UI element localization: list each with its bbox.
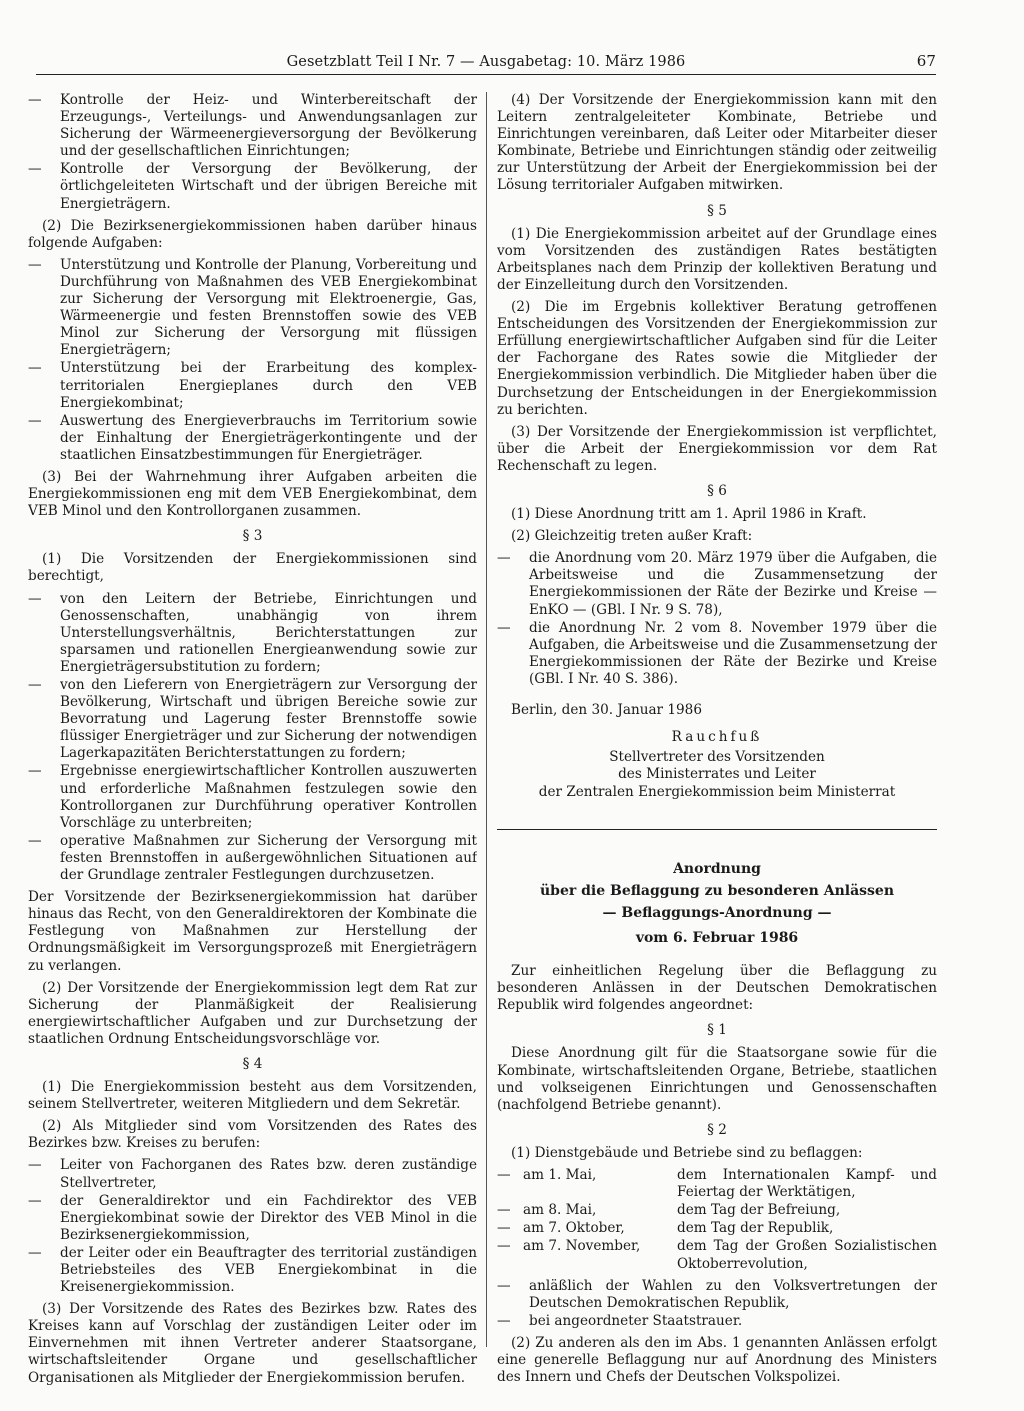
paragraph: (2) Die im Ergebnis kollektiver Beratung getroffenen Entscheidungen des Vorsitzenden der Energiekommission zur Erfüllung energiewirtschaftlicher Aufgaben sind für die Leiter der Fachorgane des Rates sowie die Mitglieder der Energiekommission verbindlich. Die Mitglieder haben über die Durchsetzung der Entscheidungen in der Energiekommission zu berichten.: [497, 299, 937, 418]
paragraph: (2) Gleichzeitig treten außer Kraft:: [511, 528, 753, 545]
list-item: — die Anordnung Nr. 2 vom 8. November 1979 über die Aufgaben, die Arbeitsweise und die Zusammensetzung der Energiekommissionen der Räte der Bezirke und Kreise (GBl. I Nr. 40 S. 386).: [497, 620, 937, 688]
signatory-title: des Ministerrates und Leiter: [618, 766, 816, 783]
list-item: — von den Lieferern von Energieträgern zur Versorgung der Bevölkerung, Wirtschaft und übrigen Bereiche sowie zur Bevorratung und Lagerung fester Brennstoffe sowie flüssiger Energieträger und zur Sicherung der notwendigen Lagerkapazitäten Berichterstattungen zu fordern;: [28, 677, 477, 762]
left-column: [28, 92, 477, 1392]
list-item: — Kontrolle der Heiz- und Winterbereitschaft der Erzeugungs-, Verteilungs- und Anwendungsanlagen zur Sicherung der Wärmeenergieversorgung der Bevölkerung und der gesellschaftlichen Einrichtungen;: [28, 92, 477, 160]
list-item: — Unterstützung bei der Erarbeitung des komplex-territorialen Energieplanes durch den VEB Energiekombinat;: [28, 360, 477, 411]
paragraph: (1) Dienstgebäude und Betriebe sind zu beflaggen:: [511, 1144, 863, 1161]
paragraph: (2) Zu anderen als den im Abs. 1 genannten Anlässen erfolgt eine generelle Beflaggung nur auf Anordnung des Ministers des Innern und Chefs der Deutschen Volkspolizei.: [497, 1334, 937, 1386]
flag-date: am 8. Mai,: [523, 1202, 597, 1219]
section-heading: § 1: [707, 1022, 727, 1039]
list-item: — operative Maßnahmen zur Sicherung der Versorgung mit festen Brennstoffen in außergewöhnlichen Situationen auf der Grundlage zentraler Festlegungen durchzusetzen.: [28, 833, 477, 884]
right-column: [497, 92, 937, 1392]
paragraph: Diese Anordnung gilt für die Staatsorgane sowie für die Kombinate, wirtschaftsleitenden Organe, Betriebe, staatlichen und volkseigenen Einrichtungen und Genossenschaften (nachfolgend Betriebe genannt).: [497, 1045, 937, 1113]
signatory-name: Rauchfuß: [671, 729, 763, 746]
title-line: Anordnung: [673, 861, 761, 878]
list-item: — die Anordnung vom 20. März 1979 über die Aufgaben, die Arbeitsweise und die Zusammensetzung der Energiekommissionen der Räte der Bezirke und Kreise — EnKO — (GBl. I Nr. 9 S. 78),: [497, 550, 937, 618]
list-item: — Unterstützung und Kontrolle der Planung, Vorbereitung und Durchführung von Maßnahmen des VEB Energiekombinat zur Sicherung der Versorgung mit Elektroenergie, Gas, Wärmeenergie und festen Brennstoffen sowie des VEB Minol zur Sicherung der Versorgung mit flüssigen Energieträgern;: [28, 257, 477, 360]
list-item: — Kontrolle der Versorgung der Bevölkerung, der örtlichgeleiteten Wirtschaft und der übrigen Bereiche mit Energieträgern.: [28, 161, 477, 212]
title-line: — Beflaggungs-Anordnung —: [602, 905, 832, 922]
signatory-title: der Zentralen Energiekommission beim Ministerrat: [538, 783, 896, 800]
section-divider: [497, 829, 937, 830]
list-other-occasions: [497, 1278, 937, 1330]
section-heading: § 5: [707, 202, 727, 219]
paragraph: (2) Der Vorsitzende der Energiekommission legt dem Rat zur Sicherung der Planmäßigkeit der Realisierung energiewirtschaftlicher Aufgaben und zur Durchsetzung der staatlichen Ordnung Entscheidungsvorschläge vor.: [28, 979, 477, 1047]
flag-occasion: dem Internationalen Kampf- und Feiertag der Werktätigen,: [677, 1167, 937, 1201]
flag-date: am 7. November,: [523, 1238, 641, 1255]
list-item: — am 8. Mai, dem Tag der Befreiung,: [497, 1202, 937, 1219]
list-item: — von den Leitern der Betriebe, Einrichtungen und Genossenschaften, unabhängig von ihrem Unterstellungsverhältnis, Berichterstattungen zur sparsamen und rationellen Energieanwendung sowie zur Energieträgersubstitution zu fordern;: [28, 591, 477, 676]
section-heading: § 3: [242, 528, 263, 545]
paragraph: (2) Die Bezirksenergiekommissionen haben darüber hinaus folgende Aufgaben:: [28, 217, 477, 251]
flag-date: am 1. Mai,: [523, 1167, 597, 1184]
section-heading: § 2: [707, 1121, 727, 1138]
section-heading: § 6: [707, 482, 727, 499]
title-date: vom 6. Februar 1986: [635, 930, 799, 947]
list-repealed: [497, 550, 937, 688]
flag-days-list: [497, 1167, 937, 1273]
paragraph: (4) Der Vorsitzende der Energiekommission kann mit den Leitern zentralgeleiteter Kombinate, Betriebe und Einrichtungen vereinbaren, daß Leiter oder Mitarbeiter dieser Kombinate, Betriebe und Einrichtungen ständig oder zeitweilig zur Unterstützung der Arbeit der Energiekommission bei der Lösung territorialer Aufgaben mitwirken.: [497, 92, 937, 194]
list-members: [28, 1157, 477, 1296]
list-control-tasks: [28, 92, 477, 213]
page-header: [36, 48, 936, 75]
list-item: — am 7. Oktober, dem Tag der Republik,: [497, 1220, 937, 1237]
flag-occasion: dem Tag der Republik,: [677, 1220, 834, 1237]
paragraph: (3) Bei der Wahrnehmung ihrer Aufgaben arbeiten die Energiekommissionen eng mit dem VEB Energiekombinat, dem VEB Minol und den Kontrollorganen zusammen.: [28, 468, 477, 520]
paragraph: (1) Die Vorsitzenden der Energiekommissionen sind berechtigt,: [28, 551, 477, 585]
ordinance-title: [497, 858, 937, 949]
paragraph: (3) Der Vorsitzende des Rates des Bezirkes bzw. Rates des Kreises kann auf Vorschlag der zuständigen Leiter oder im Einvernehmen mit ihnen Vertreter anderer Staatsorgane, wirtschaftsleitender Organe und gesellschaftlicher Organisationen als Mitglieder der Energiekommission berufen.: [28, 1301, 477, 1386]
paragraph: (3) Der Vorsitzende der Energiekommission ist verpflichtet, über die Arbeit der Energiekommission vor dem Rat Rechenschaft zu legen.: [497, 423, 937, 474]
list-district-tasks: [28, 257, 477, 464]
list-item: — bei angeordneter Staatstrauer.: [497, 1313, 937, 1330]
signature-block: [497, 729, 937, 801]
list-item: — Leiter von Fachorganen des Rates bzw. deren zuständige Stellvertreter,: [28, 1157, 477, 1191]
header-title: Gesetzblatt Teil I Nr. 7 — Ausgabetag: 10. März 1986: [286, 54, 686, 70]
place-date: Berlin, den 30. Januar 1986: [511, 702, 702, 718]
list-chair-rights: [28, 591, 477, 885]
paragraph: (1) Die Energiekommission besteht aus dem Vorsitzenden, seinem Stellvertreter, weiteren Mitgliedern und dem Sekretär.: [28, 1079, 477, 1113]
list-item: — anläßlich der Wahlen zu den Volksvertretungen der Deutschen Demokratischen Republik,: [497, 1278, 937, 1312]
list-item: — am 7. November, dem Tag der Großen Sozialistischen Oktoberrevolution,: [497, 1238, 937, 1272]
list-item: — Auswertung des Energieverbrauchs im Territorium sowie der Einhaltung der Energieträgerkontingente und der staatlichen Einsatzbestimmungen für Energieträger.: [28, 413, 477, 464]
page-number: 67: [916, 52, 936, 70]
section-heading: § 4: [242, 1055, 263, 1072]
flag-date: am 7. Oktober,: [523, 1220, 625, 1237]
paragraph: Zur einheitlichen Regelung über die Beflaggung zu besonderen Anlässen in der Deutschen Demokratischen Republik wird folgendes angeordnet:: [497, 963, 937, 1014]
paragraph: (2) Als Mitglieder sind vom Vorsitzenden des Rates des Bezirkes bzw. Kreises zu berufen:: [28, 1118, 477, 1152]
list-item: — der Leiter oder ein Beauftragter des territorial zuständigen Betriebsteiles des VEB Energiekombinat in die Kreisenergiekommission.: [28, 1245, 477, 1296]
flag-occasion: dem Tag der Großen Sozialistischen Oktoberrevolution,: [677, 1238, 937, 1272]
list-item: — Ergebnisse energiewirtschaftlicher Kontrollen auszuwerten und erforderliche Maßnahmen festzulegen sowie den Kontrollorganen zur Durchführung operativer Kontrollen Vorschläge zu unterbreiten;: [28, 763, 477, 831]
signatory-title: Stellvertreter des Vorsitzenden: [609, 748, 825, 765]
list-item: — der Generaldirektor und ein Fachdirektor des VEB Energiekombinat sowie der Direktor des VEB Minol in die Bezirksenergiekommission,: [28, 1193, 477, 1244]
column-divider: [486, 92, 487, 1347]
paragraph: (1) Diese Anordnung tritt am 1. April 1986 in Kraft.: [511, 506, 867, 523]
flag-occasion: dem Tag der Befreiung,: [677, 1202, 841, 1219]
title-line: über die Beflaggung zu besonderen Anlässen: [539, 883, 894, 900]
paragraph: Der Vorsitzende der Bezirksenergiekommission hat darüber hinaus das Recht, von den Generaldirektoren der Kombinate die Festlegung von Maßnahmen zur Herstellung der Ordnungsmäßigkeit im Versorgungsprozeß mit Energieträgern zu verlangen.: [28, 889, 477, 974]
list-item: — am 1. Mai, dem Internationalen Kampf- und Feiertag der Werktätigen,: [497, 1167, 937, 1201]
paragraph: (1) Die Energiekommission arbeitet auf der Grundlage eines vom Vorsitzenden des zuständigen Rates bestätigten Arbeitsplanes nach dem Prinzip der kollektiven Beratung und der Einzelleitung durch den Vorsitzenden.: [497, 225, 937, 293]
